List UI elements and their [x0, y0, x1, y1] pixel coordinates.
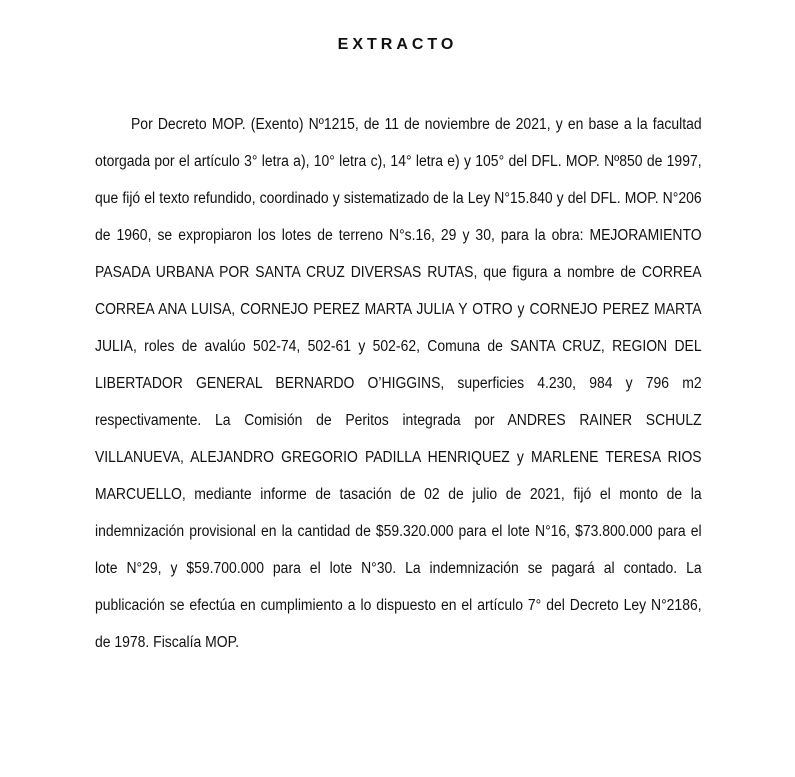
- document-paragraph: Por Decreto MOP. (Exento) Nº1215, de 11 de noviembre de 2021, y en base a la facultad otorgada por el artículo 3° letra a), 10° letra c), 14° letra e) y 105° del DFL. MOP. Nº850 de 1997, que fijó el texto refundido, coordinado y sistematizado de la Ley N°15.840 y del DFL. MOP. N°206 de 1960, se expropiaron los lotes de terreno N°s.16, 29 y 30, para la obra: MEJORAMIENTO PASADA URBANA POR SANTA CRUZ DIVERSAS RUTAS, que figura a nombre de CORREA CORREA ANA LUISA, CORNEJO PEREZ MARTA JULIA Y OTRO y CORNEJO PEREZ MARTA JULIA, roles de avalúo 502-74, 502-61 y 502-62, Comuna de SANTA CRUZ, REGION DEL LIBERTADOR GENERAL BERNARDO O’HIGGINS, superficies 4.230, 984 y 796 m2 respectivamente. La Comisión de Peritos integrada por ANDRES RAINER SCHULZ VILLANUEVA, ALEJANDRO GREGORIO PADILLA HENRIQUEZ y MARLENE TERESA RIOS MARCUELLO, mediante informe de tasación de 02 de julio de 2021, fijó el monto de la indemnización provisional en la cantidad de $59.320.000 para el lote N°16, $73.800.000 para el lote N°29, y $59.700.000 para el lote N°30. La indemnización se pagará al contado. La publicación se efectúa en cumplimiento a lo dispuesto en el artículo 7° del Decreto Ley N°2186, de 1978. Fiscalía MOP.: [95, 116, 702, 651]
- document-title: EXTRACTO: [337, 36, 458, 53]
